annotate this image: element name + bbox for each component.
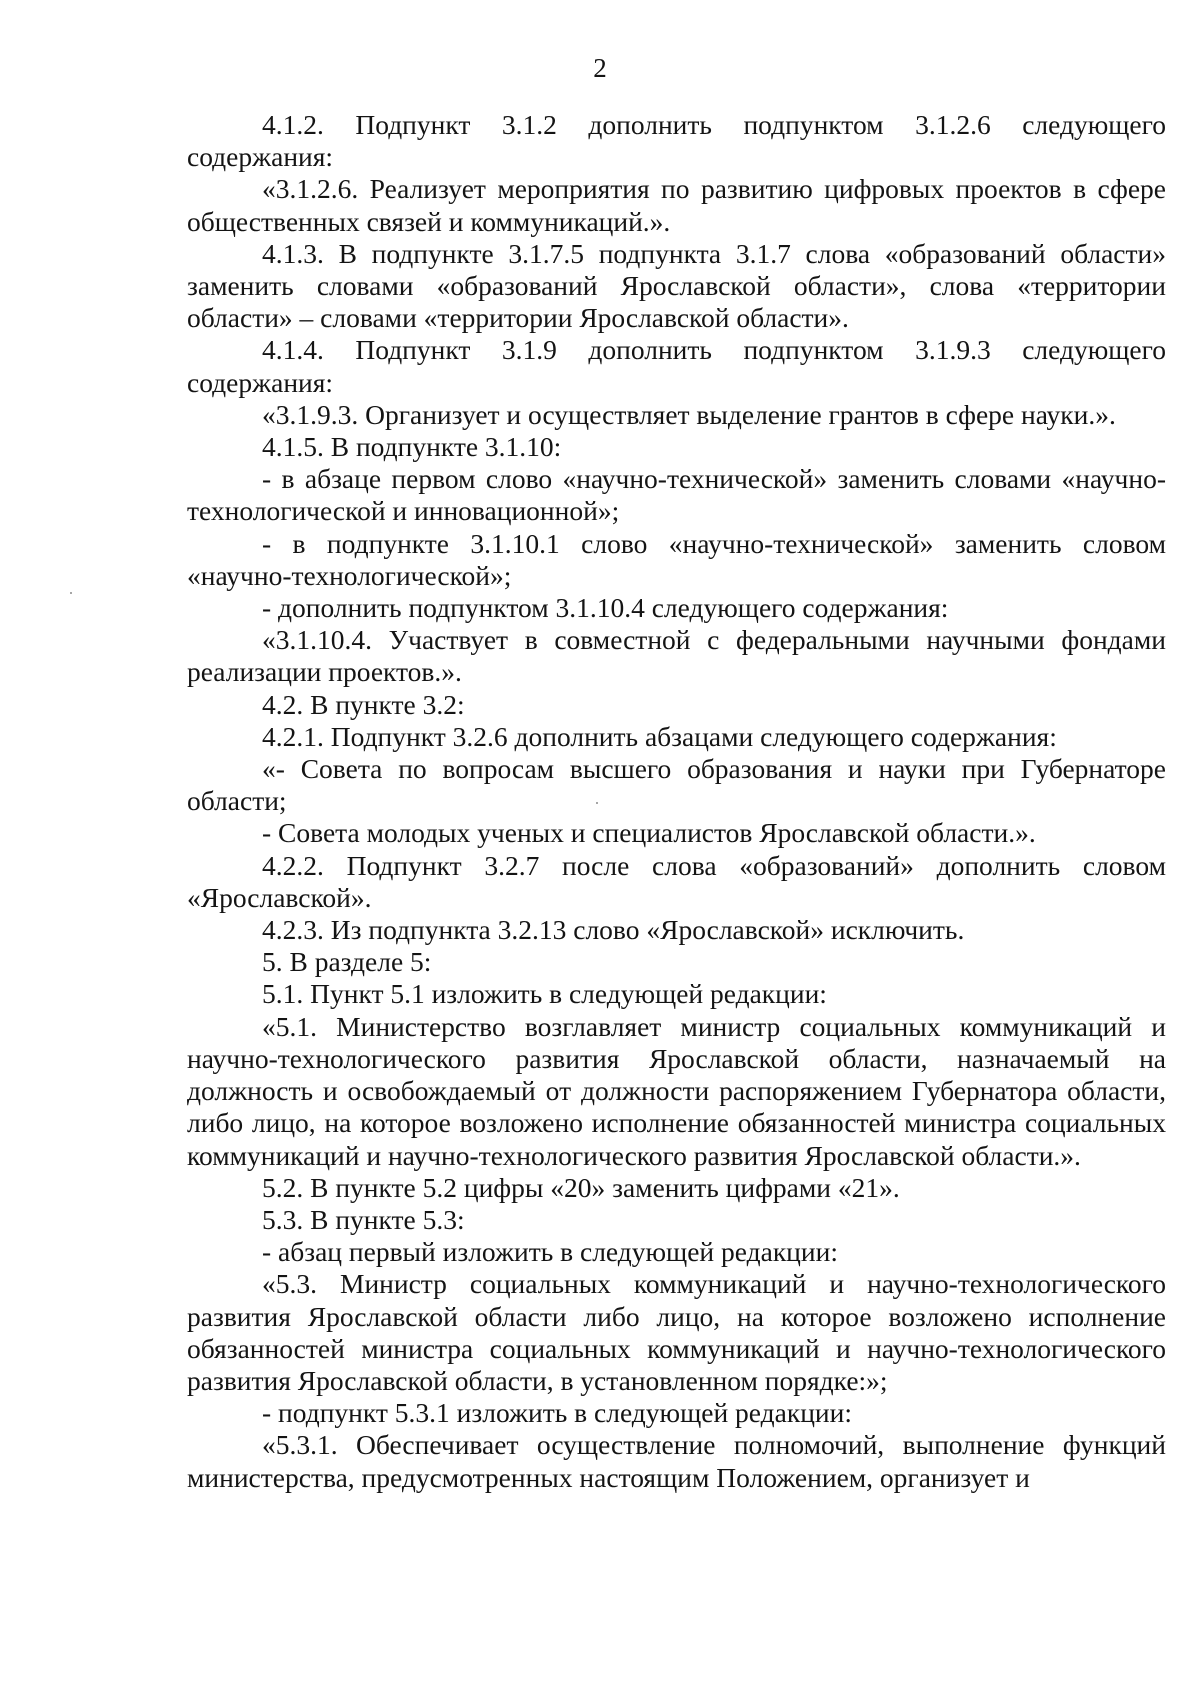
list-item-council-higher-education: «- Совета по вопросам высшего образования и науки при Губернаторе области;	[187, 753, 1166, 817]
list-item-add-3-1-10-4: - дополнить подпунктом 3.1.10.4 следующего содержания:	[262, 592, 949, 624]
list-item-5-3-1: - подпункт 5.3.1 изложить в следующей редакции:	[262, 1397, 853, 1429]
paragraph-4-2-3: 4.2.3. Из подпункта 3.2.13 слово «Ярославской» исключить.	[262, 914, 965, 946]
list-item-first-paragraph: - в абзаце первом слово «научно-технической» заменить словами «научно-технологической и инновационной»;	[187, 463, 1166, 527]
scan-speck	[596, 802, 598, 804]
paragraph-section-5: 5. В разделе 5:	[262, 946, 432, 978]
paragraph-4-1-4: 4.1.4. Подпункт 3.1.9 дополнить подпунктом 3.1.9.3 следующего содержания:	[187, 334, 1166, 398]
paragraph-3-1-2-6-quote: «3.1.2.6. Реализует мероприятия по развитию цифровых проектов в сфере общественных связей и коммуникаций.».	[187, 173, 1166, 237]
paragraph-4-1-5: 4.1.5. В подпункте 3.1.10:	[262, 431, 562, 463]
list-item-council-young-scientists: - Совета молодых ученых и специалистов Ярославской области.».	[262, 817, 1036, 849]
paragraph-4-2: 4.2. В пункте 3.2:	[262, 688, 465, 720]
document-body	[187, 109, 1166, 1494]
paragraph-5-2: 5.2. В пункте 5.2 цифры «20» заменить цифрами «21».	[262, 1171, 900, 1203]
paragraph-5-3: 5.3. В пункте 5.3:	[262, 1203, 465, 1235]
paragraph-3-1-10-4-quote: «3.1.10.4. Участвует в совместной с федеральными научными фондами реализации проектов.».	[187, 624, 1166, 688]
paragraph-5-1: 5.1. Пункт 5.1 изложить в следующей редакции:	[262, 978, 827, 1010]
list-item-first-paragraph-5-3: - абзац первый изложить в следующей редакции:	[262, 1236, 838, 1268]
list-item-3-1-10-1: - в подпункте 3.1.10.1 слово «научно-технической» заменить словом «научно-технологической»;	[187, 527, 1166, 591]
paragraph-4-1-3: 4.1.3. В подпункте 3.1.7.5 подпункта 3.1.7 слова «образований области» заменить словами «образований Ярославской области», слова «территории области» – словами «территории Ярославской области».	[187, 237, 1166, 334]
paragraph-5-3-quote: «5.3. Министр социальных коммуникаций и научно-технологического развития Ярославской области либо лицо, на которое возложено исполнение обязанностей министра социальных коммуникаций и научно-технологического развития Ярославской области, в установленном порядке:»;	[187, 1268, 1166, 1396]
scan-speck	[70, 592, 72, 594]
paragraph-4-2-1: 4.2.1. Подпункт 3.2.6 дополнить абзацами следующего содержания:	[262, 720, 1057, 752]
paragraph-3-1-9-3-quote: «3.1.9.3. Организует и осуществляет выделение грантов в сфере науки.».	[262, 398, 1116, 430]
paragraph-4-1-2: 4.1.2. Подпункт 3.1.2 дополнить подпунктом 3.1.2.6 следующего содержания:	[187, 109, 1166, 173]
paragraph-5-3-1-quote: «5.3.1. Обеспечивает осуществление полномочий, выполнение функций министерства, предусмотренных настоящим Положением, организует и	[187, 1429, 1166, 1493]
paragraph-4-2-2: 4.2.2. Подпункт 3.2.7 после слова «образований» дополнить словом «Ярославской».	[187, 849, 1166, 913]
paragraph-5-1-quote: «5.1. Министерство возглавляет министр социальных коммуникаций и научно-технологического развития Ярославской области, назначаемый на должность и освобождаемый от должности распоряжением Губернатора области, либо лицо, на которое возложено исполнение обязанностей министра социальных коммуникаций и научно-технологического развития Ярославской области.».	[187, 1010, 1166, 1171]
page-number: 2	[593, 53, 607, 83]
